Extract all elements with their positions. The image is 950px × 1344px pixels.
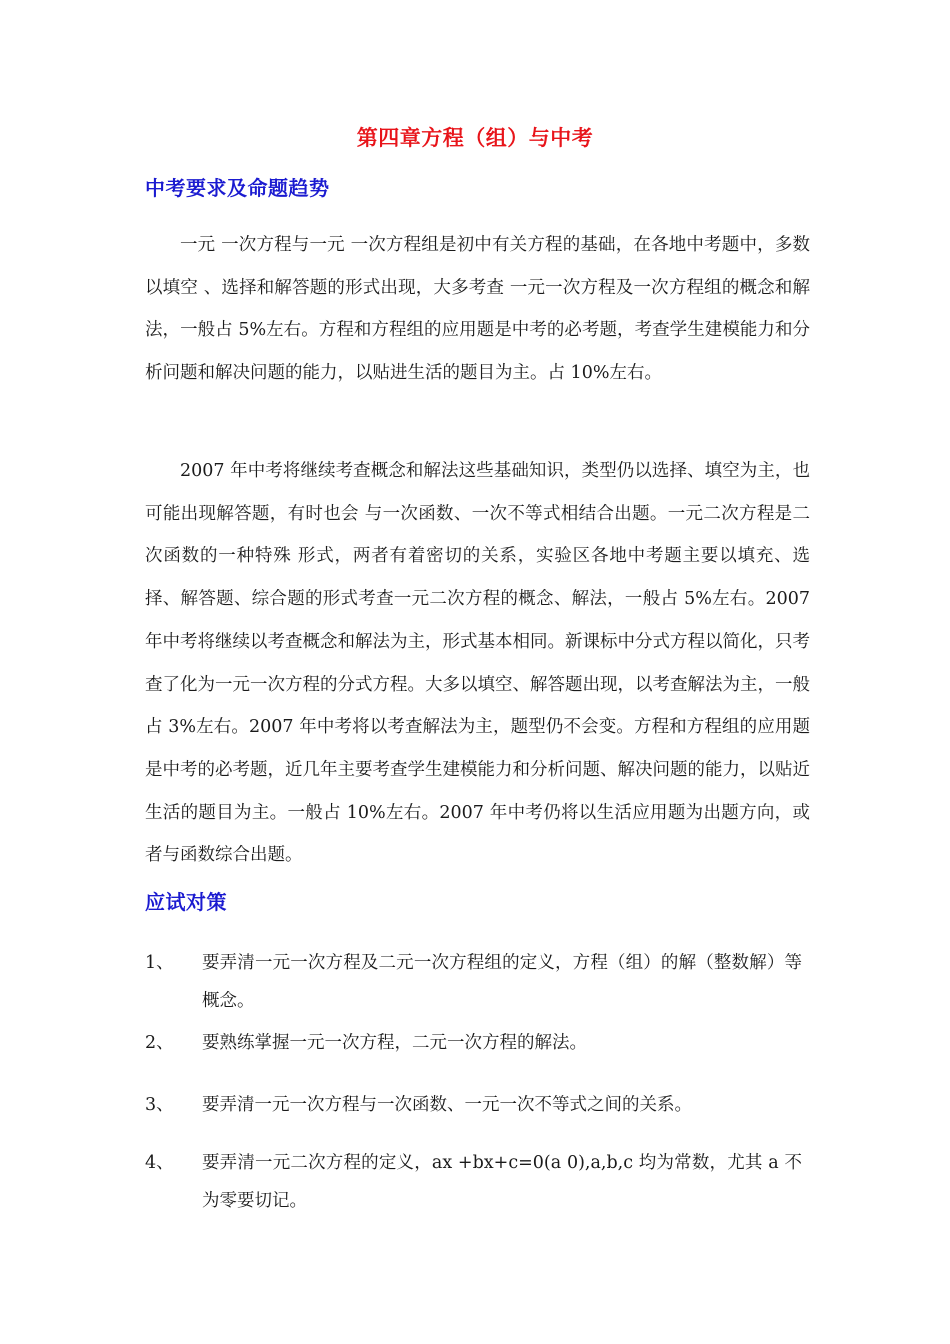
list-item-text: 要熟练掌握一元一次方程，二元一次方程的解法。	[202, 1033, 587, 1053]
list-item-number: 3、	[145, 1095, 174, 1115]
list-item-number: 4、	[145, 1153, 174, 1173]
list-item-text: 要弄清一元一次方程与一次函数、一元一次不等式之间的关系。	[202, 1095, 692, 1115]
section-heading-requirements: 中考要求及命题趋势	[145, 176, 330, 200]
list-item-number: 2、	[145, 1033, 174, 1053]
paragraph-intro: 一元 一次方程与一元 一次方程组是初中有关方程的基础，在各地中考题中，多数以填空 、选择和解答题的形式出现，大多考查 一元一次方程及一次方程组的概念和解法，一般占 5%左右。方程和方程组的应用题是中考的必考题，考查学生建模能力和分析问题和解决问题的能力，以贴进生活的题目为主。占 10%左右。	[145, 235, 810, 384]
list-item-text: 要弄清一元二次方程的定义，ax +bx+c=0(a 0),a,b,c 均为常数，尤其 a 不为零要切记。	[202, 1153, 802, 1211]
list-item-text: 要弄清一元一次方程及二元一次方程组的定义，方程（组）的解（整数解）等概念。	[202, 953, 802, 1011]
section-heading-strategy: 应试对策	[145, 890, 227, 914]
chapter-title: 第四章方程（组）与中考	[356, 125, 594, 150]
paragraph-2007-trend: 2007 年中考将继续考查概念和解法这些基础知识，类型仍以选择、填空为主，也可能出现解答题，有时也会 与一次函数、一次不等式相结合出题。一元二次方程是二次函数的一种特殊 形式，两者有着密切的关系，实验区各地中考题主要以填充、选择、解答题、综合题的形式考查一元二次方程的概念、解法，一般占 5%左右。2007 年中考将继续以考查概念和解法为主，形式基本相同。新课标中分式方程以简化，只考查了化为一元一次方程的分式方程。大多以填空、解答题出现，以考查解法为主，一般占 3%左右。2007 年中考将以考查解法为主，题型仍不会变。方程和方程组的应用题是中考的必考题，近几年主要考查学生建模能力和分析问题、解决问题的能力，以贴近生活的题目为主。一般占 10%左右。2007 年中考仍将以生活应用题为出题方向，或者与函数综合出题。	[145, 461, 810, 866]
list-item-number: 1、	[145, 953, 174, 973]
